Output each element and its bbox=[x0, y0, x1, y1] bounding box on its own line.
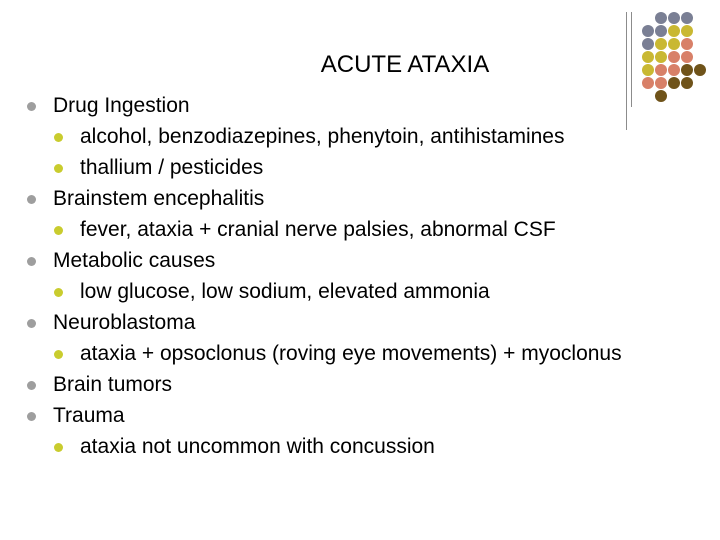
sub-list-item-text: fever, ataxia + cranial nerve palsies, abnormal CSF bbox=[80, 218, 556, 241]
bullet-icon bbox=[54, 288, 63, 297]
decorative-dot bbox=[681, 77, 693, 89]
decorative-dot bbox=[668, 38, 680, 50]
bullet-icon bbox=[54, 226, 63, 235]
sub-list-item bbox=[24, 280, 714, 311]
list-item-text: Brainstem encephalitis bbox=[53, 187, 265, 210]
decorative-dot bbox=[668, 51, 680, 63]
sub-list-item-text: ataxia not uncommon with concussion bbox=[80, 435, 435, 458]
sub-list-item bbox=[24, 435, 714, 466]
list-item bbox=[24, 404, 714, 435]
slide-title: ACUTE ATAXIA bbox=[320, 51, 490, 78]
sub-list-item bbox=[24, 125, 714, 156]
bullet-icon bbox=[54, 164, 63, 173]
list-item-text: Neuroblastoma bbox=[53, 311, 196, 334]
list-item bbox=[24, 249, 714, 280]
bullet-icon bbox=[54, 350, 63, 359]
decorative-dot bbox=[642, 38, 654, 50]
decorative-dot bbox=[642, 51, 654, 63]
decorative-dot bbox=[668, 12, 680, 24]
sub-list-item bbox=[24, 342, 714, 373]
list-item-text: Trauma bbox=[53, 404, 125, 427]
bullet-icon bbox=[27, 102, 36, 111]
bullet-icon bbox=[27, 381, 36, 390]
decorative-dot bbox=[655, 77, 667, 89]
list-item-text: Drug Ingestion bbox=[53, 94, 190, 117]
list-item bbox=[24, 311, 714, 342]
bullet-list bbox=[24, 94, 714, 466]
decorative-dot bbox=[681, 64, 693, 76]
decorative-dot bbox=[668, 25, 680, 37]
decorative-dot bbox=[655, 64, 667, 76]
decorative-dot bbox=[668, 77, 680, 89]
sub-list-item-text: alcohol, benzodiazepines, phenytoin, antihistamines bbox=[80, 125, 565, 148]
decorative-dot bbox=[642, 77, 654, 89]
divider-line-right bbox=[631, 12, 632, 107]
decorative-dot bbox=[681, 25, 693, 37]
list-item bbox=[24, 373, 714, 404]
bullet-icon bbox=[27, 195, 36, 204]
bullet-icon bbox=[27, 412, 36, 421]
list-item bbox=[24, 187, 714, 218]
list-item bbox=[24, 94, 714, 125]
sub-list-item bbox=[24, 218, 714, 249]
list-item-text: Metabolic causes bbox=[53, 249, 216, 272]
sub-list-item bbox=[24, 156, 714, 187]
bullet-icon bbox=[54, 443, 63, 452]
bullet-icon bbox=[27, 257, 36, 266]
decorative-dot bbox=[681, 12, 693, 24]
sub-list-item-text: ataxia + opsoclonus (roving eye movements) + myoclonus bbox=[80, 342, 622, 365]
decorative-dot bbox=[681, 51, 693, 63]
decorative-dot bbox=[642, 64, 654, 76]
decorative-dot bbox=[655, 25, 667, 37]
decorative-dot bbox=[655, 38, 667, 50]
list-item-text: Brain tumors bbox=[53, 373, 173, 396]
decorative-dot bbox=[694, 64, 706, 76]
decorative-dot bbox=[655, 12, 667, 24]
bullet-icon bbox=[27, 319, 36, 328]
bullet-icon bbox=[54, 133, 63, 142]
decorative-dot bbox=[642, 25, 654, 37]
decorative-dot bbox=[681, 38, 693, 50]
sub-list-item-text: low glucose, low sodium, elevated ammonia bbox=[80, 280, 490, 303]
decorative-dot bbox=[668, 64, 680, 76]
decorative-dot bbox=[655, 51, 667, 63]
sub-list-item-text: thallium / pesticides bbox=[80, 156, 264, 179]
